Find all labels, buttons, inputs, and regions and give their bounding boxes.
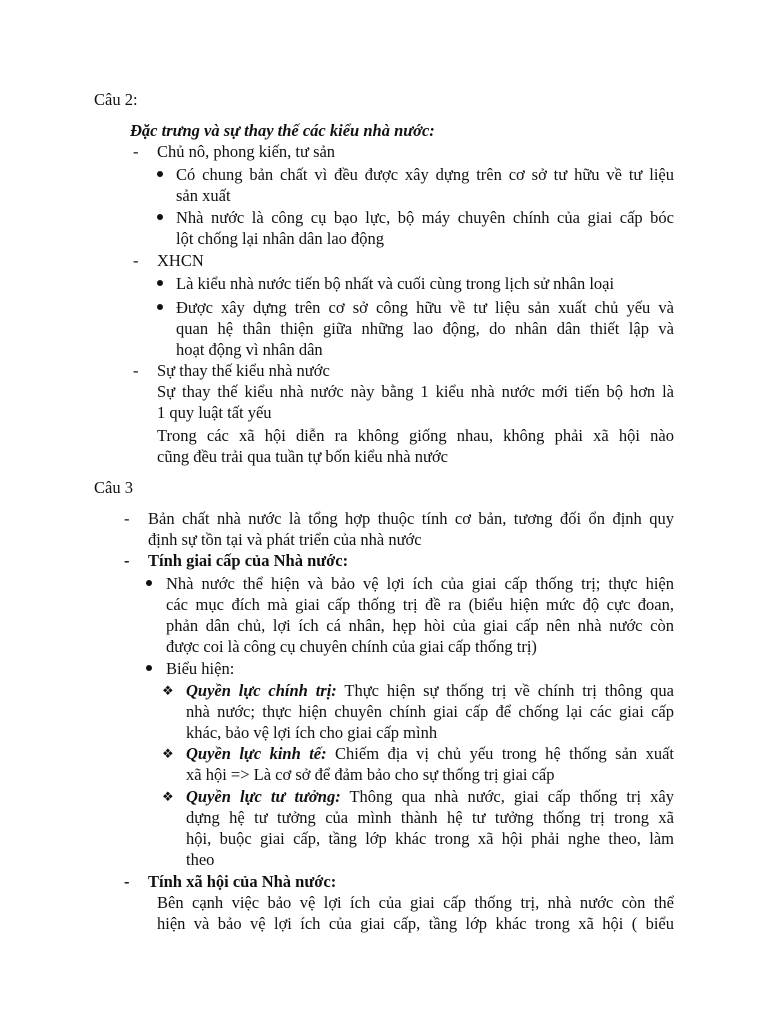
item-3-title: Tính xã hội của Nhà nước: [148,872,337,891]
sub-3-line-1 [186,786,674,807]
item-2-bullet-1-line-4: được coi là công cụ chuyên chính của giai cấp thống trị) [166,637,537,656]
sub-3-line-4: theo [186,850,215,869]
diamond-bullet-icon: ❖ [162,683,174,698]
sub-1-line-2: nhà nước; thực hiện chuyên chính giai cấp để chống lại các giai cấp [186,702,674,721]
group-1-bullet-2-line-1: Nhà nước là công cụ bạo lực, bộ máy chuyên chính của giai cấp bóc [176,208,674,227]
item-2-bullet-1-line-2: các mục đích mà giai cấp thống trị đề ra (biểu hiện mức độ cực đoan, [166,595,674,614]
sub-3-text: Thông qua nhà nước, giai cấp thống trị xây [340,787,674,806]
sub-3-line-2: dựng hệ tư tưởng của mình thành hệ tư tưởng thống trị trong xã [186,808,674,827]
group-3-para-2-line-1: Trong các xã hội diễn ra không giống nhau, không phải xã hội nào [157,426,674,445]
sub-1-line-1 [186,680,674,701]
sub-2-line-1 [186,743,674,764]
group-1-bullet-1-line-2: sản xuất [176,186,231,205]
dash-bullet: - [124,509,130,528]
item-2-bullet-1-line-1: Nhà nước thể hiện và bảo vệ lợi ích của giai cấp thống trị; thực hiện [166,574,674,593]
bullet-dot [146,580,152,586]
sub-1-text: Thực hiện sự thống trị về chính trị thông qua [336,681,675,700]
dash-bullet: - [133,142,139,161]
item-3-line-2: hiện và bảo vệ lợi ích của giai cấp, tầng lớp khác trong xã hội ( biểu [157,914,674,933]
diamond-bullet-icon: ❖ [162,746,174,761]
group-3-para-1-line-2: 1 quy luật tất yếu [157,403,272,422]
question-2-heading: Câu 2: [94,90,138,109]
bullet-dot [157,214,163,220]
group-2-bullet-2-line-2: quan hệ thân thiện giữa những lao động, do nhân dân thiết lập và [176,319,674,338]
group-2-bullet-1-line-1: Là kiểu nhà nước tiến bộ nhất và cuối cùng trong lịch sử nhân loại [176,274,615,293]
dash-bullet: - [124,551,130,570]
sub-3-line-3: hội, buộc giai cấp, tầng lớp khác trong xã hội phải nghe theo, làm [186,829,674,848]
sub-1-term: Quyền lực chính trị: [186,681,337,700]
item-1-line-1: Bản chất nhà nước là tổng hợp thuộc tính cơ bản, tương đối ổn định quy [148,509,674,528]
item-2-bullet-2: Biểu hiện: [166,659,235,678]
bullet-dot [157,171,163,177]
group-1-label: Chủ nô, phong kiến, tư sản [157,142,336,161]
dash-bullet: - [133,251,139,270]
sub-1-line-3: khác, bảo vệ lợi ích cho giai cấp mình [186,723,438,742]
group-3-para-2-line-2: cũng đều trải qua tuần tự bốn kiểu nhà nước [157,447,448,466]
diamond-bullet-icon: ❖ [162,789,174,804]
group-3-para-1-line-1: Sự thay thế kiểu nhà nước này bằng 1 kiểu nhà nước mới tiến bộ hơn là [157,382,674,401]
group-1-bullet-2-line-2: lột chống lại nhân dân lao động [176,229,385,248]
sub-2-term: Quyền lực kinh tế: [186,744,327,763]
group-2-bullet-2-line-3: hoạt động vì nhân dân [176,340,323,359]
dash-bullet: - [124,872,130,891]
group-2-bullet-2-line-1: Được xây dựng trên cơ sở công hữu về tư liệu sản xuất chủ yếu và [176,298,674,317]
item-1-line-2: định sự tồn tại và phát triển của nhà nước [148,530,422,549]
question-3-heading: Câu 3 [94,478,133,497]
sub-2-text: Chiếm địa vị chủ yếu trong hệ thống sản xuất [326,744,674,763]
sub-2-line-2: xã hội => Là cơ sở để đảm bảo cho sự thống trị giai cấp [186,765,555,784]
bullet-dot [146,665,152,671]
question-2-title: Đặc trưng và sự thay thế các kiểu nhà nước: [130,121,435,140]
group-2-label: XHCN [157,251,204,270]
bullet-dot [157,304,163,310]
bullet-dot [157,280,163,286]
item-2-bullet-1-line-3: phản dân chủ, lợi ích cá nhân, hẹp hòi của giai cấp nên nhà nước còn [166,616,674,635]
sub-3-term: Quyền lực tư tưởng: [186,787,341,806]
item-3-line-1: Bên cạnh việc bảo vệ lợi ích của giai cấp thống trị, nhà nước còn thể [157,893,674,912]
group-1-bullet-1-line-1: Có chung bản chất vì đều được xây dựng trên cơ sở tư hữu về tư liệu [176,165,674,184]
group-3-label: Sự thay thế kiểu nhà nước [157,361,330,380]
dash-bullet: - [133,361,139,380]
item-2-title: Tính giai cấp của Nhà nước: [148,551,349,570]
